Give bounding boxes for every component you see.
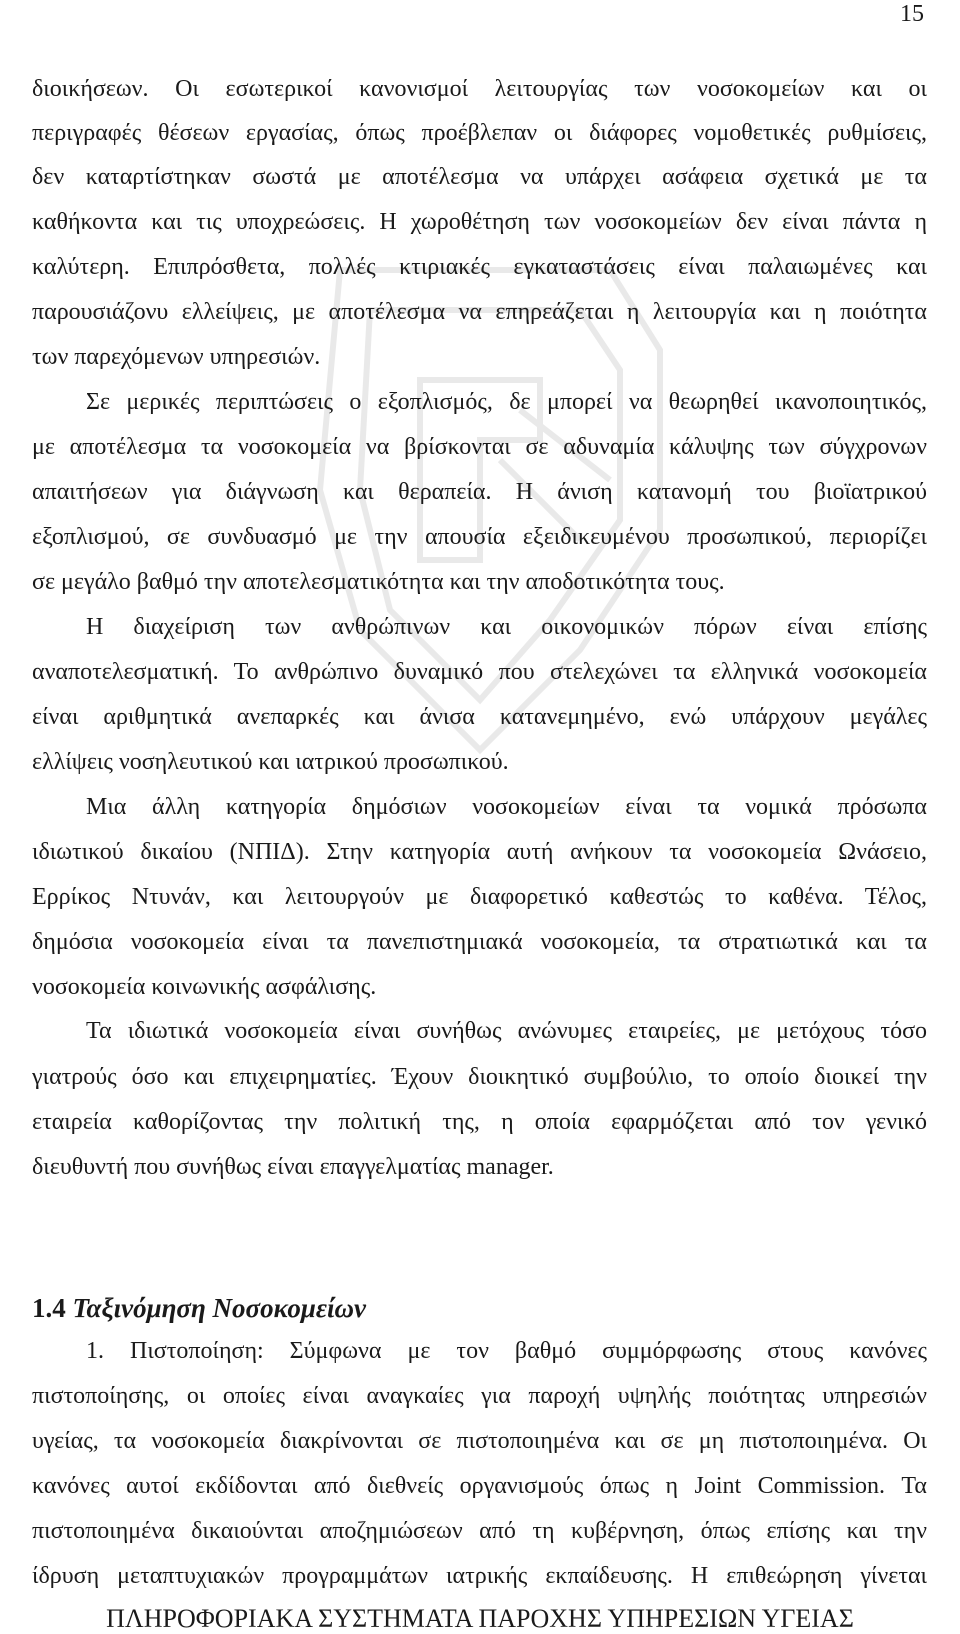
page-footer: ΠΛΗΡΟΦΟΡΙΑΚΑ ΣΥΣΤΗΜΑΤΑ ΠΑΡΟΧΗΣ ΥΠΗΡΕΣΙΩΝ ΥΓΕΙΑΣ	[106, 1604, 854, 1633]
body-line: απαιτήσεων για διάγνωση και θεραπεία. Η άνιση κατανομή του βιοϊατρικού	[32, 479, 927, 505]
body-line: ιδιωτικού δικαίου (ΝΠΙΔ). Στην κατηγορία αυτή ανήκουν τα νοσοκομεία Ωνάσειο,	[32, 839, 927, 865]
body-line: γιατρούς όσο και επιχειρηματίες. Έχουν διοικητικό συμβούλιο, το οποίο διοικεί την	[32, 1064, 927, 1090]
body-line: ελλίψεις νοσηλευτικού και ιατρικού προσωπικού.	[32, 749, 509, 775]
body-line: Ερρίκος Ντυνάν, και λειτουργούν με διαφορετικό καθεστώς το καθένα. Τέλος,	[32, 884, 927, 910]
body-line: Η διαχείριση των ανθρώπινων και οικονομικών πόρων είναι επίσης	[86, 614, 927, 640]
body-line: Τα ιδιωτικά νοσοκομεία είναι συνήθως ανώνυμες εταιρείες, με μετόχους τόσο	[86, 1018, 927, 1044]
body-line: δεν καταρτίστηκαν σωστά με αποτέλεσμα να υπάρχει ασάφεια σχετικά με τα	[32, 164, 927, 190]
body-line: κανόνες αυτοί εκδίδονται από διεθνείς οργανισμούς όπως η Joint Commission. Τα	[32, 1473, 927, 1499]
body-line: είναι αριθμητικά ανεπαρκές και άνισα κατανεμημένο, ενώ υπάρχουν μεγάλες	[32, 704, 927, 730]
body-line: νοσοκομεία κοινωνικής ασφάλισης.	[32, 974, 377, 1000]
body-line: πιστοποιημένα δικαιούνται αποζημιώσεων από τη κυβέρνηση, όπως επίσης και την	[32, 1518, 927, 1544]
body-line: αναποτελεσματική. Το ανθρώπινο δυναμικό που στελεχώνει τα ελληνικά νοσοκομεία	[32, 659, 927, 685]
section-heading	[32, 1292, 366, 1324]
body-line: εταιρεία καθορίζοντας την πολιτική της, η οποία εφαρμόζεται από τον γενικό	[32, 1109, 927, 1135]
body-line: καλύτερη. Επιπρόσθετα, πολλές κτιριακές εγκαταστάσεις είναι παλαιωμένες και	[32, 254, 927, 280]
body-line: διευθυντή που συνήθως είναι επαγγελματίας manager.	[32, 1154, 554, 1180]
body-line: εξοπλισμού, σε συνδυασμό με την απουσία εξειδικευμένου προσωπικού, περιορίζει	[32, 524, 927, 550]
body-line: καθήκοντα και τις υποχρεώσεις. Η χωροθέτηση των νοσοκομείων δεν είναι πάντα η	[32, 209, 927, 235]
body-line: σε μεγάλο βαθμό την αποτελεσματικότητα και την αποδοτικότητα τους.	[32, 569, 725, 595]
body-line: δημόσια νοσοκομεία είναι τα πανεπιστημιακά νοσοκομεία, τα στρατιωτικά και τα	[32, 929, 927, 955]
body-line: παρουσιάζονυ ελλείψεις, με αποτέλεσμα να επηρεάζεται η λειτουργία και η ποιότητα	[32, 299, 927, 325]
body-line: με αποτέλεσμα τα νοσοκομεία να βρίσκονται σε αδυναμία κάλυψης των σύγχρονων	[32, 434, 927, 460]
body-line: 1. Πιστοποίηση: Σύμφωνα με τον βαθμό συμμόρφωσης στους κανόνες	[86, 1338, 927, 1364]
page-number: 15	[900, 1, 924, 27]
body-line: Μια άλλη κατηγορία δημόσιων νοσοκομείων είναι τα νομικά πρόσωπα	[86, 794, 927, 820]
body-line: διοικήσεων. Οι εσωτερικοί κανονισμοί λειτουργίας των νοσοκομείων και οι	[32, 76, 927, 102]
body-line: Σε μερικές περιπτώσεις ο εξοπλισμός, δε μπορεί να θεωρηθεί ικανοποιητικός,	[86, 389, 927, 415]
body-line: των παρεχόμενων υπηρεσιών.	[32, 344, 321, 370]
body-line: περιγραφές θέσεων εργασίας, όπως προέβλεπαν οι διάφορες νομοθετικές ρυθμίσεις,	[32, 120, 927, 146]
section-number: 1.4	[32, 1293, 66, 1323]
body-line: υγείας, τα νοσοκομεία διακρίνονται σε πιστοποιημένα και σε μη πιστοποιημένα. Οι	[32, 1428, 927, 1454]
section-title: Ταξινόμηση Νοσοκομείων	[72, 1293, 366, 1323]
body-line: ίδρυση μεταπτυχιακών προγραμμάτων ιατρικής εκπαίδευσης. Η επιθεώρηση γίνεται	[32, 1563, 927, 1589]
body-line: πιστοποίησης, οι οποίες είναι αναγκαίες για παροχή υψηλής ποιότητας υπηρεσιών	[32, 1383, 927, 1409]
